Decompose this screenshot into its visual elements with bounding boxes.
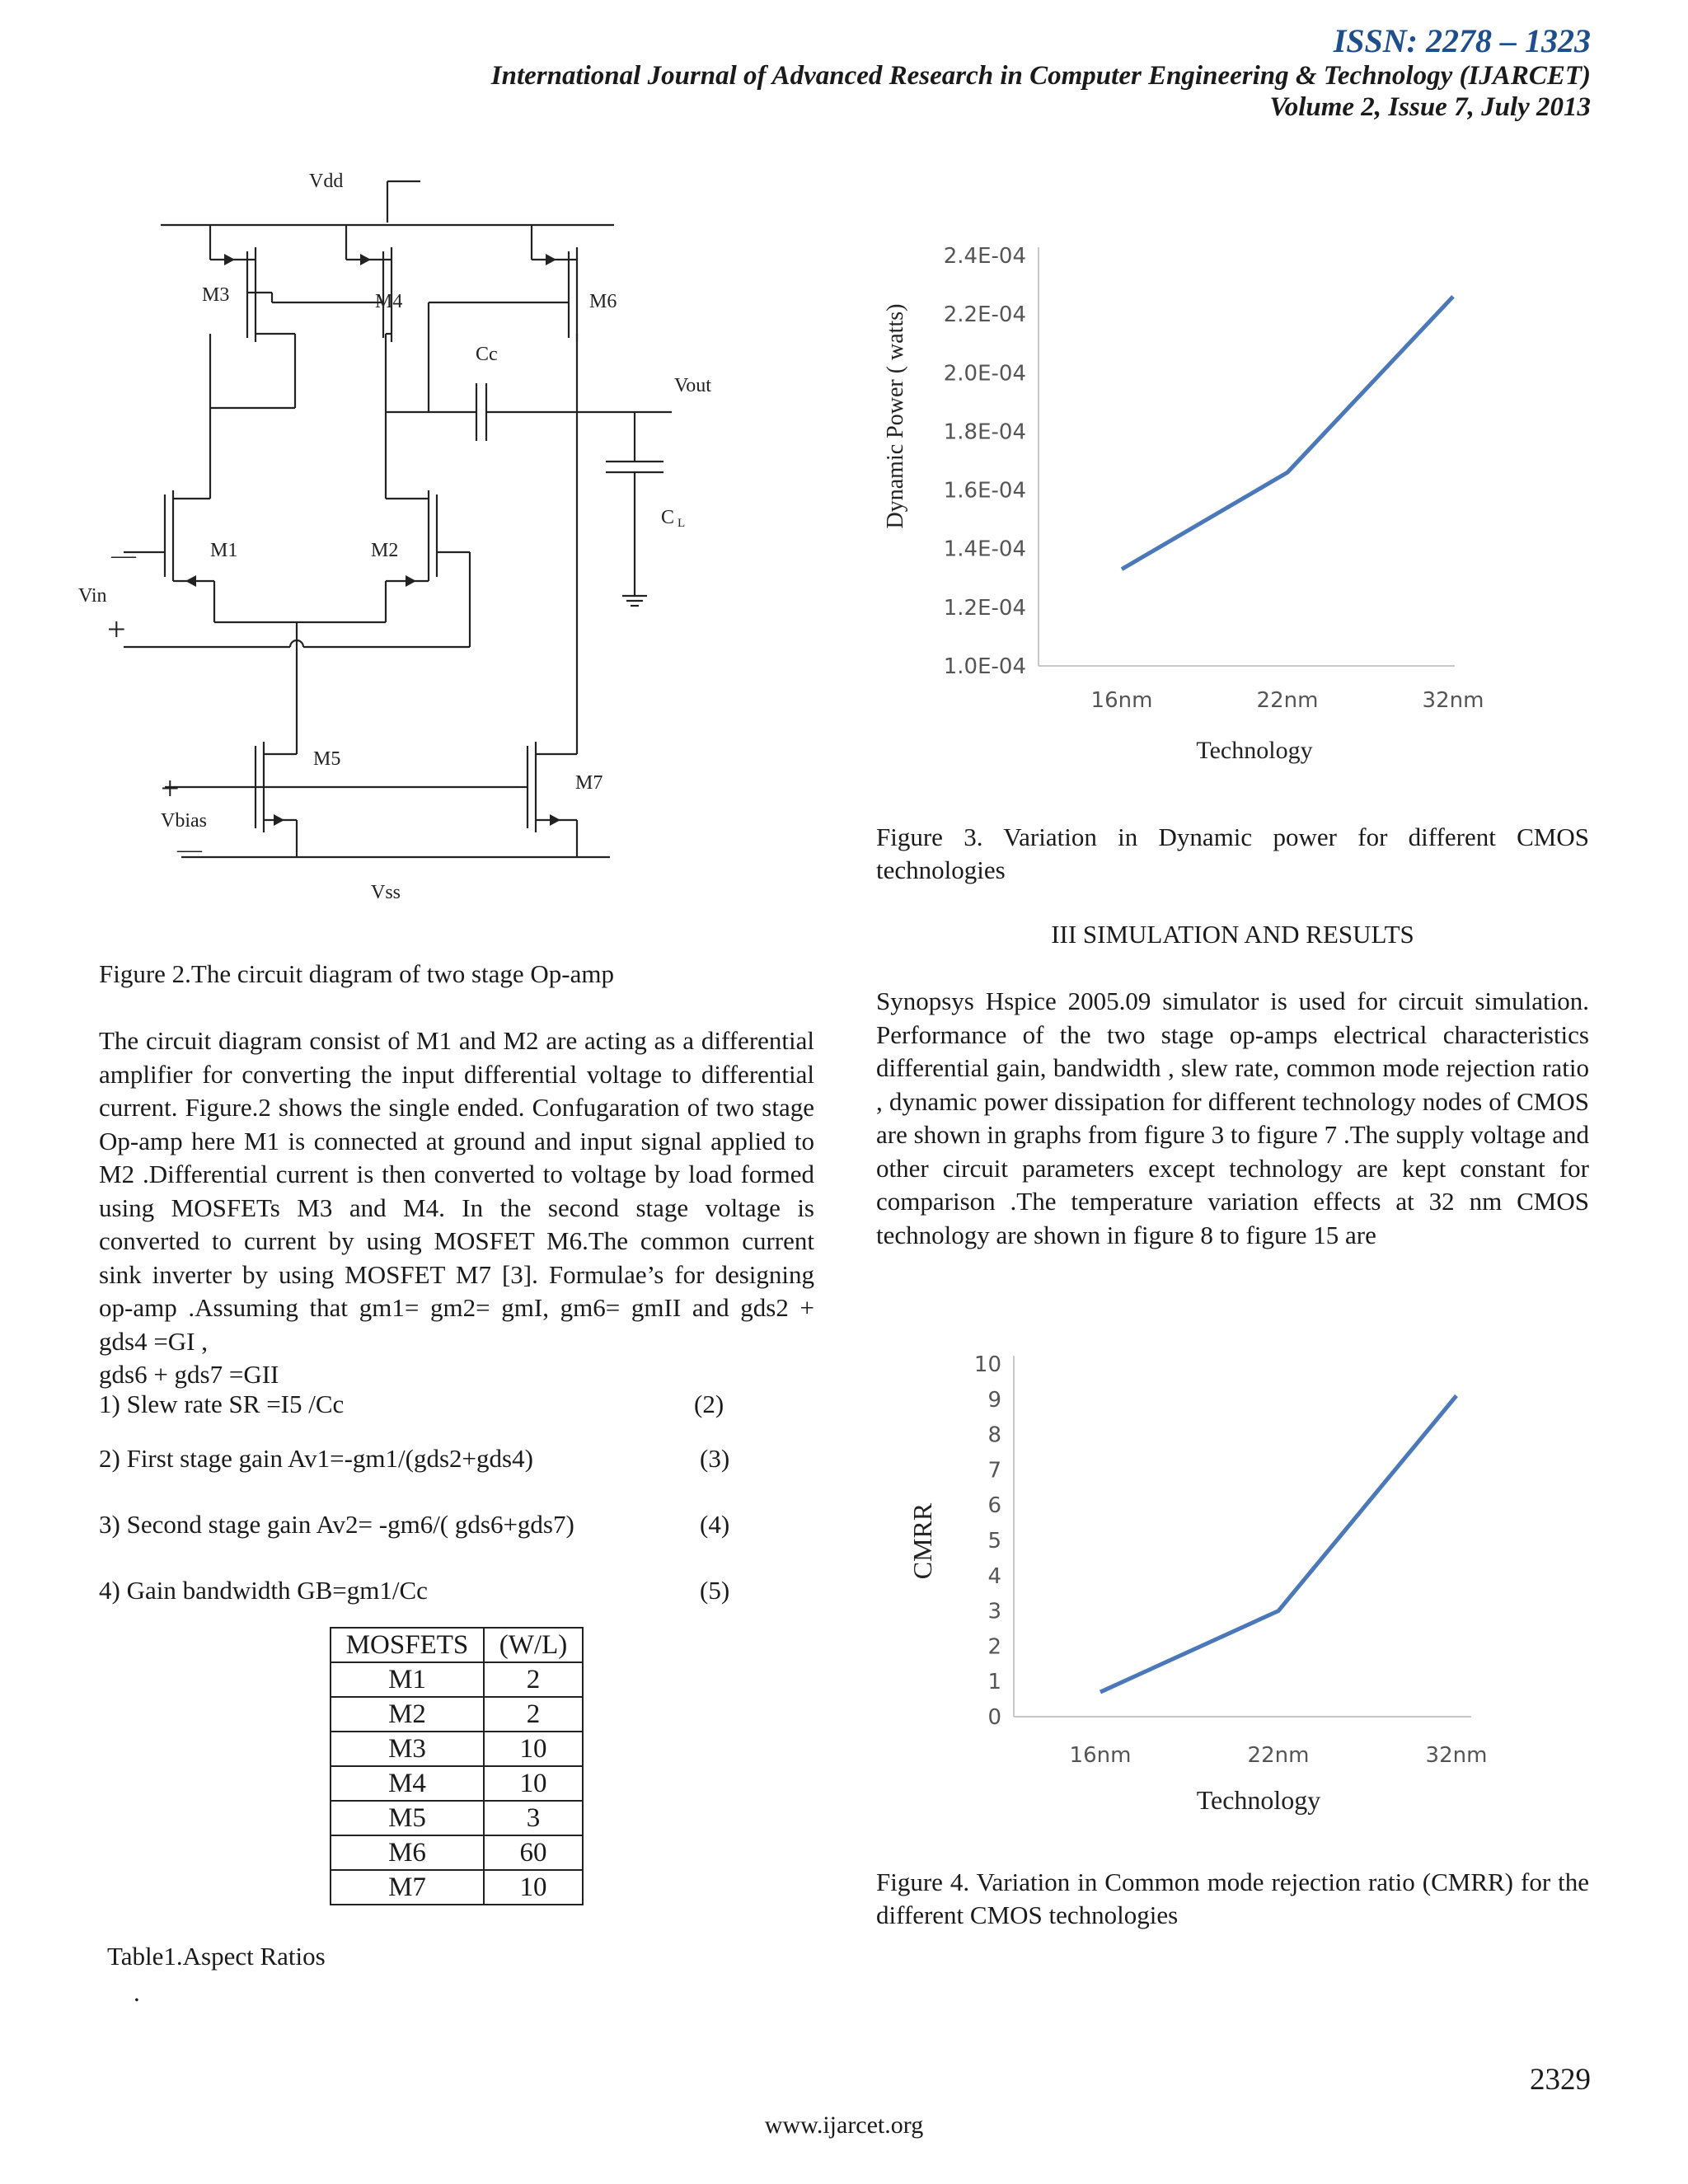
x-tick-label: 22nm (1247, 1743, 1310, 1768)
chart2-y-axis-title: CMRR (907, 1502, 937, 1580)
series-line (1122, 297, 1453, 569)
caption-dot: . (134, 1978, 140, 2007)
x-tick-label: 22nm (1256, 688, 1319, 713)
table-1-caption: Table1.Aspect Ratios (107, 1942, 326, 1971)
y-tick-label: 2.0E-04 (943, 361, 1026, 387)
y-tick-label: 1.0E-04 (943, 654, 1026, 679)
table-cell: 60 (484, 1835, 583, 1870)
y-tick-label: 1.6E-04 (943, 478, 1026, 504)
table-row (331, 1801, 583, 1835)
y-tick-label: 5 (987, 1529, 1001, 1554)
m5-label: M5 (313, 748, 341, 770)
m1-label: M1 (210, 540, 238, 561)
table-cell: M7 (331, 1870, 484, 1905)
equation-2: 2) First stage gain Av1=-gm1/(gds2+gds4) (99, 1444, 533, 1473)
table-cell: 2 (484, 1697, 583, 1732)
chart1-y-axis-title: Dynamic Power ( watts) (883, 303, 908, 529)
equation-2-number: (3) (700, 1444, 730, 1473)
vin-minus-sign: — (111, 541, 136, 569)
vin-plus-sign: + (107, 611, 126, 648)
y-tick-label: 3 (987, 1599, 1001, 1624)
op-amp-circuit-diagram (66, 161, 709, 919)
issn-header: ISSN: 2278 – 1323 (1333, 22, 1591, 59)
vbias-minus-sign: — (177, 836, 202, 863)
vbias-plus-sign: + (161, 770, 180, 807)
assumption-line-1: gm1= gm2= gmI, gm6= gmII and gds2 + gds4 =GI , (99, 1293, 815, 1356)
equation-1-number: (2) (694, 1390, 724, 1418)
m3-label: M3 (202, 284, 230, 306)
table-cell: 10 (484, 1870, 583, 1905)
page-number: 2329 (1530, 2063, 1591, 2097)
volume-issue: Volume 2, Issue 7, July 2013 (1269, 92, 1591, 122)
table-cell: M3 (331, 1732, 484, 1766)
y-tick-label: 9 (987, 1387, 1001, 1413)
assumption-line-2: gds6 + gds7 =GII (99, 1360, 279, 1389)
simulation-paragraph: Synopsys Hspice 2005.09 simulator is used for circuit simulation. Performance of the two stage op-amps electrical characteristics differential gain, bandwidth , slew rate, common mode rejection ratio , dynamic power dissipation for different technology nodes of CMOS are shown in graphs from figure 3 to figure 7 .The supply voltage and other circuit parameters except technology are kept constant for comparison .The temperature variation effects at 32 nm CMOS technology are shown in figure 8 to figure 15 are (876, 987, 1589, 1249)
table-row (331, 1870, 583, 1905)
circuit-description (99, 1024, 814, 1392)
y-tick-label: 2.4E-04 (943, 244, 1026, 269)
y-tick-label: 8 (987, 1422, 1001, 1448)
vdd-label: Vdd (309, 171, 344, 192)
y-tick-label: 2.2E-04 (943, 302, 1026, 328)
cl-label: C (661, 507, 675, 528)
y-tick-label: 4 (987, 1563, 1001, 1589)
table-cell: 3 (484, 1801, 583, 1835)
y-tick-label: 2 (987, 1634, 1001, 1660)
table-header-wl: (W/L) (484, 1628, 583, 1662)
equation-3-number: (4) (700, 1510, 730, 1539)
description-paragraph: The circuit diagram consist of M1 and M2 are acting as a differential amplifier for converting the input differential voltage to differential current. Figure.2 shows the single ended. Confugaration of two stage Op-amp here M1 is connected at ground and input signal applied to M2 .Differential current is then converted to voltage by load formed using MOSFETs M3 and M4. In the second stage voltage is converted to current by using MOSFET M6.The common current sink inverter by using MOSFET M7 [3]. Formulae’s for designing op-amp .Assuming that (99, 1026, 814, 1322)
table-cell: 10 (484, 1766, 583, 1801)
section-title: III SIMULATION AND RESULTS (1051, 920, 1414, 949)
y-tick-label: 1.2E-04 (943, 595, 1026, 621)
table-cell: 10 (484, 1732, 583, 1766)
chart2-x-axis-title: Technology (1196, 1785, 1321, 1815)
figure-2-caption: Figure 2.The circuit diagram of two stage Op-amp (99, 959, 614, 988)
chart1-x-axis-title: Technology (1196, 737, 1313, 764)
equation-4-number: (5) (700, 1576, 730, 1605)
vss-label: Vss (371, 882, 401, 903)
cl-subscript: L (678, 517, 686, 530)
y-tick-label: 7 (987, 1458, 1001, 1483)
x-tick-label: 32nm (1425, 1743, 1488, 1768)
table-row (331, 1835, 583, 1870)
aspect-ratio-table (330, 1627, 584, 1905)
table-row (331, 1766, 583, 1801)
table-cell: M6 (331, 1835, 484, 1870)
vout-label: Vout (674, 375, 711, 396)
x-tick-label: 16nm (1069, 1743, 1132, 1768)
table-header-mosfets: MOSFETS (331, 1628, 484, 1662)
table-cell: M5 (331, 1801, 484, 1835)
m2-label: M2 (371, 540, 399, 561)
table-row (331, 1732, 583, 1766)
table-cell: M4 (331, 1766, 484, 1801)
m7-label: M7 (575, 772, 603, 794)
y-tick-label: 10 (973, 1352, 1001, 1377)
cc-label: Cc (476, 344, 498, 365)
y-tick-label: 6 (987, 1493, 1001, 1519)
footer-website: www.ijarcet.org (764, 2111, 924, 2139)
table-row (331, 1697, 583, 1732)
table-header-row (331, 1628, 583, 1662)
vbias-label: Vbias (161, 810, 207, 832)
y-tick-label: 0 (987, 1705, 1001, 1730)
table-cell: 2 (484, 1662, 583, 1697)
table-row (331, 1662, 583, 1697)
equation-4: 4) Gain bandwidth GB=gm1/Cc (99, 1576, 428, 1605)
y-tick-label: 1 (987, 1670, 1001, 1695)
cmrr-chart (898, 1323, 1492, 1825)
y-tick-label: 1.4E-04 (943, 537, 1026, 562)
table-cell: M2 (331, 1697, 484, 1732)
figure-4-caption: Figure 4. Variation in Common mode rejection ratio (CMRR) for the different CMOS technologies (876, 1868, 1589, 1929)
equation-3: 3) Second stage gain Av2= -gm6/( gds6+gds7) (99, 1510, 574, 1539)
equation-1: 1) Slew rate SR =I5 /Cc (99, 1390, 345, 1418)
series-line (1100, 1396, 1456, 1693)
journal-title: International Journal of Advanced Research in Computer Engineering & Technology (IJARCET) (490, 61, 1591, 91)
x-tick-label: 16nm (1090, 688, 1153, 713)
figure-3-caption: Figure 3. Variation in Dynamic power for different CMOS technologies (876, 823, 1589, 884)
dynamic-power-chart (878, 231, 1484, 775)
vin-label: Vin (78, 585, 107, 607)
m6-label: M6 (589, 291, 617, 312)
y-tick-label: 1.8E-04 (943, 419, 1026, 445)
m4-label: M4 (375, 291, 403, 312)
table-cell: M1 (331, 1662, 484, 1697)
x-tick-label: 32nm (1422, 688, 1484, 713)
